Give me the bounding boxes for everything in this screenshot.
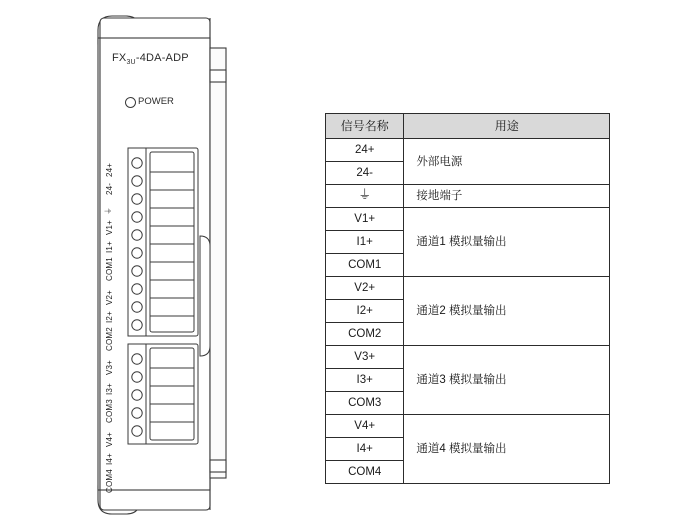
terminal-name-i3p: I3+ — [105, 383, 114, 395]
cell-signal-v1p: V1+ — [326, 208, 404, 231]
terminal-name-i4p: I4+ — [105, 453, 114, 465]
cell-signal-v2p: V2+ — [326, 277, 404, 300]
header-signal-name: 信号名称 — [326, 114, 404, 139]
table-row — [326, 139, 610, 162]
cell-signal-24p: 24+ — [326, 139, 404, 162]
terminal-name-v2p: V2+ — [105, 289, 114, 305]
cell-signal-i2p: I2+ — [326, 300, 404, 323]
signal-table — [325, 113, 610, 484]
cell-use-channel3: 通道3 模拟量输出 — [404, 346, 610, 415]
cell-signal-com3: COM3 — [326, 392, 404, 415]
terminal-name-com1: COM1 — [105, 257, 114, 281]
table-body — [326, 139, 610, 484]
cell-signal-i1p: I1+ — [326, 231, 404, 254]
table-row — [326, 277, 610, 300]
terminal-name-v3p: V3+ — [105, 359, 114, 375]
cell-signal-ground — [326, 185, 404, 208]
power-label: POWER — [138, 96, 174, 107]
cell-signal-v3p: V3+ — [326, 346, 404, 369]
terminal-name-com2: COM2 — [105, 327, 114, 351]
terminal-name-i1p: I1+ — [105, 241, 114, 253]
cell-use-channel1: 通道1 模拟量输出 — [404, 208, 610, 277]
cell-signal-i4p: I4+ — [326, 438, 404, 461]
cell-use-external-power: 外部电源 — [404, 139, 610, 185]
model-suffix: -4DA-ADP — [135, 52, 189, 64]
terminal-name-v4p: V4+ — [105, 431, 114, 447]
cell-use-channel4: 通道4 模拟量输出 — [404, 415, 610, 484]
device-illustration — [88, 8, 320, 520]
model-prefix: FX — [112, 52, 127, 64]
terminal-name-24p: 24+ — [105, 162, 114, 177]
table-header-row — [326, 114, 610, 139]
table-row — [326, 185, 610, 208]
terminal-name-com3: COM3 — [105, 399, 114, 423]
terminal-name-24m: 24- — [105, 182, 114, 195]
cell-signal-com4: COM4 — [326, 461, 404, 484]
terminal-name-i2p: I2+ — [105, 311, 114, 323]
power-led-icon — [125, 97, 136, 108]
cell-use-ground-terminal: 接地端子 — [404, 185, 610, 208]
cell-signal-com2: COM2 — [326, 323, 404, 346]
terminal-name-ground: ⏚ — [104, 206, 113, 215]
header-usage: 用途 — [404, 114, 610, 139]
model-label — [112, 52, 189, 66]
table-row — [326, 415, 610, 438]
terminal-name-com4: COM4 — [105, 469, 114, 493]
cell-signal-i3p: I3+ — [326, 369, 404, 392]
cell-signal-v4p: V4+ — [326, 415, 404, 438]
cell-use-channel2: 通道2 模拟量输出 — [404, 277, 610, 346]
table-row — [326, 346, 610, 369]
table-row — [326, 208, 610, 231]
cell-signal-24m: 24- — [326, 162, 404, 185]
model-subscript: 3U — [126, 59, 136, 67]
terminal-name-v1p: V1+ — [105, 219, 114, 235]
device-outline-svg — [88, 8, 320, 520]
cell-signal-com1: COM1 — [326, 254, 404, 277]
ground-icon: ⏚ — [358, 187, 372, 202]
